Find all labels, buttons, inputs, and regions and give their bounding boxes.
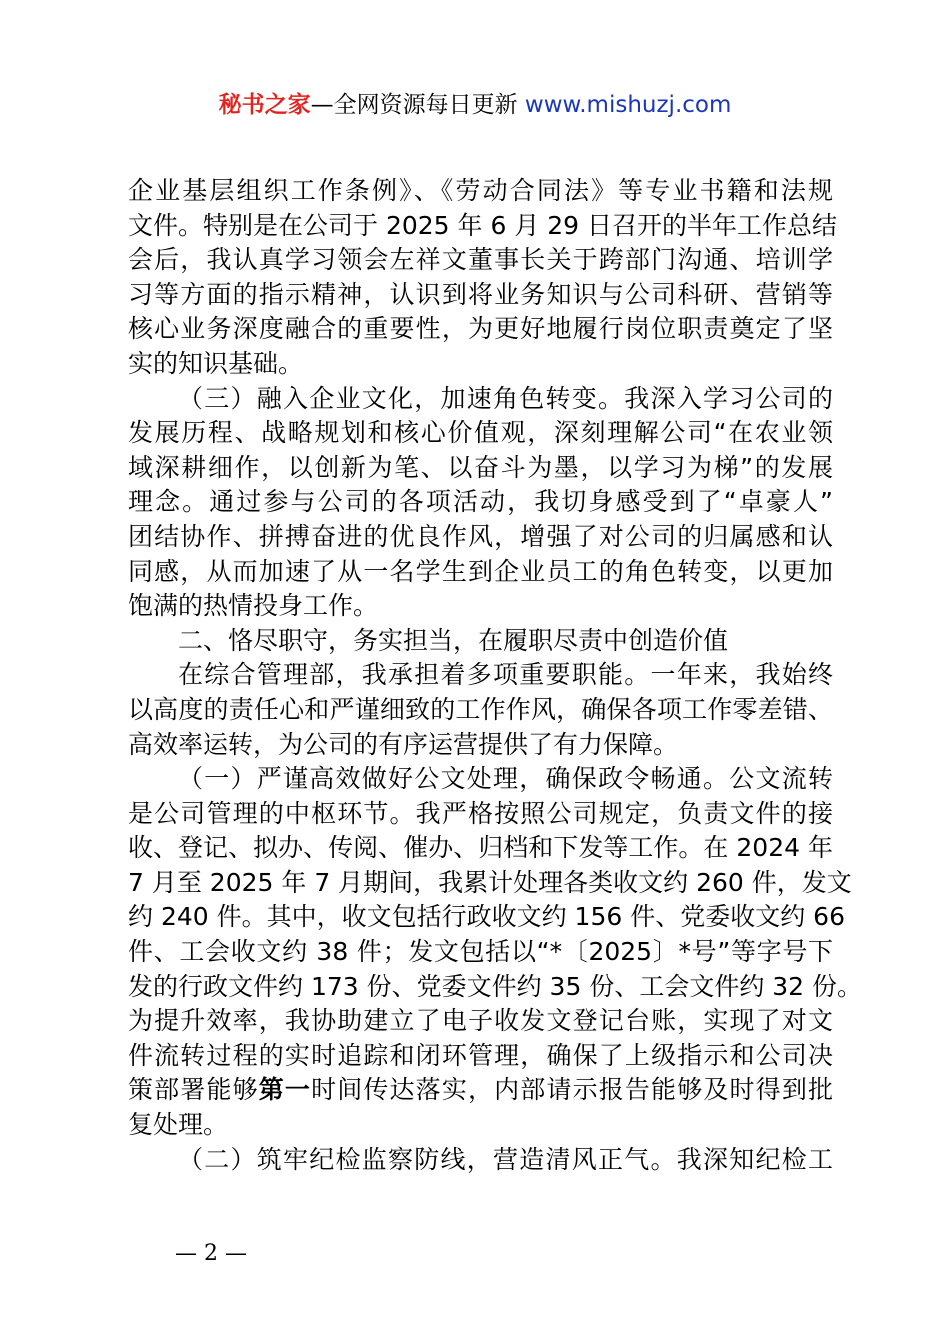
- text-line: 核心业务深度融合的重要性，为更好地履行岗位职责奠定了坚: [128, 314, 833, 344]
- section-heading-1: （一）严谨高效做好公文处理，确保政令畅通。公文流转: [178, 764, 833, 794]
- section-heading-2: （二）筑牢纪检监察防线，营造清风正气。我深知纪检工: [178, 1144, 833, 1174]
- text-line: 件流转过程的实时追踪和闭环管理，确保了上级指示和公司决: [128, 1040, 833, 1070]
- section-heading-3: （三）融入企业文化，加速角色转变。我深入学习公司的: [178, 383, 833, 413]
- brand-name: 秘书之家: [218, 92, 311, 118]
- text-line: 企业基层组织工作条例》、《劳动合同法》等专业书籍和法规: [128, 176, 833, 205]
- text-line: 习等方面的指示精神，认识到将业务知识与公司科研、营销等: [128, 279, 833, 309]
- text-line: 7 月至 2025 年 7 月期间，我累计处理各类收文约 260 件，发文: [128, 867, 852, 897]
- text-segment: 策部署能够: [128, 1075, 259, 1105]
- site-url-link[interactable]: www.mishuzj.com: [524, 92, 732, 118]
- text-line: 收、登记、拟办、传阅、催办、归档和下发等工作。在 2024 年: [128, 833, 833, 863]
- text-line: 同感，从而加速了从一名学生到企业员工的角色转变，以更加: [128, 556, 833, 586]
- text-line: 高效率运转，为公司的有序运营提供了有力保障。: [128, 729, 679, 759]
- text-line: 约 240 件。其中，收文包括行政收文约 156 件、党委收文约 66: [128, 902, 845, 932]
- text-line: 实的知识基础。: [128, 348, 304, 378]
- site-header: [0, 88, 950, 122]
- text-line: 发的行政文件约 173 份、党委文件约 35 份、工会文件约 32 份。: [128, 971, 863, 1001]
- text-line: 件、工会收文约 38 件；发文包括以“*〔2025〕*号”等字号下: [128, 937, 833, 967]
- header-dash: —: [310, 92, 334, 118]
- text-line: 文件。特别是在公司于 2025 年 6 月 29 日召开的半年工作总结: [128, 210, 838, 240]
- text-line: 是公司管理的中枢环节。我严格按照公司规定，负责文件的接: [128, 798, 833, 828]
- text-line: 在综合管理部，我承担着多项重要职能。一年来，我始终: [178, 660, 833, 690]
- text-line: 理念。通过参与公司的各项活动，我切身感受到了“卓豪人”: [128, 487, 833, 517]
- text-line: 团结协作、拼搏奋进的优良作风，增强了对公司的归属感和认: [128, 521, 833, 551]
- header-slogan: 全网资源每日更新: [333, 92, 518, 118]
- text-line: 以高度的责任心和严谨细致的工作作风，确保各项工作零差错、: [128, 694, 833, 724]
- page-number: — 2 —: [175, 1241, 247, 1266]
- text-line: 为提升效率，我协助建立了电子收发文登记台账，实现了对文: [128, 1006, 833, 1036]
- document-body: [128, 174, 863, 1177]
- text-line: 复处理。: [128, 1110, 229, 1140]
- text-line: 饱满的热情投身工作。: [128, 591, 379, 621]
- text-line: 发展历程、战略规划和核心价值观，深刻理解公司“在农业领: [128, 418, 833, 448]
- text-line: 域深耕细作，以创新为笔、以奋斗为墨，以学习为梯”的发展: [128, 452, 833, 482]
- text-segment: 时间传达落实，内部请示报告能够及时得到批: [311, 1075, 833, 1105]
- text-line-mixed: [128, 1073, 833, 1108]
- chapter-heading-2: 二、恪尽职守，务实担当，在履职尽责中创造价值: [178, 625, 729, 655]
- text-line: 会后，我认真学习领会左祥文董事长关于跨部门沟通、培训学: [128, 245, 833, 275]
- bold-text-segment: 第一: [258, 1075, 312, 1105]
